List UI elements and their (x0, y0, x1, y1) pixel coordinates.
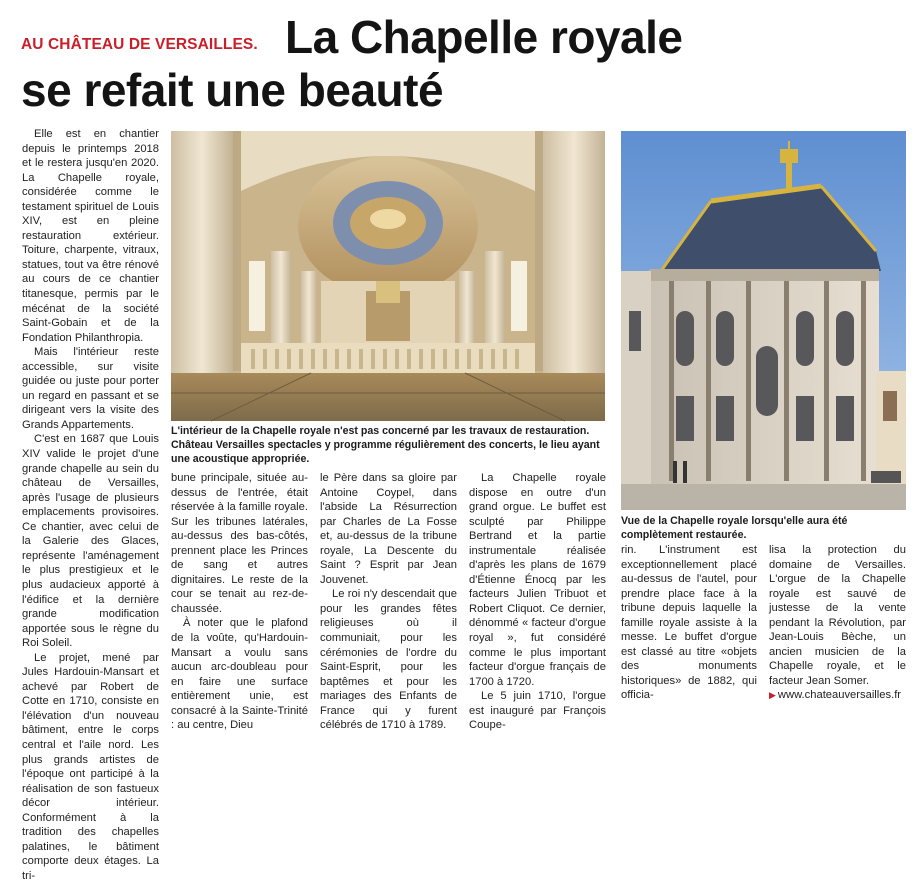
column-6 (769, 543, 906, 702)
column-4-paragraph: Le 5 juin 1710, l'orgue est inauguré par François Coupe- (469, 690, 606, 732)
column-4 (469, 471, 606, 732)
column-5 (621, 543, 757, 702)
triangle-bullet-icon: ▶ (769, 690, 776, 701)
column-4-paragraph: La Chapelle royale dispose en outre d'un grand orgue. Le buffet est sculpté par Philippe Bertrand et la partie instrumentale réalisée d'après les plans de 1679 d'Étienne Énocq par les facteurs Julien Tribuot et Robert Cliquot. Ce dernier, dénommé « facteur d'orgue royal », fut considéré comme le plus important facteur d'orgue français de 1700 à 1720. (469, 472, 606, 688)
column-1 (22, 127, 159, 882)
website-url[interactable]: www.chateauversailles.fr (777, 689, 902, 702)
column-2-paragraph: bune principale, située au-dessus de l'entrée, était réservée à la famille royale. Sur les tribunes latérales, au-dessus des bas-côtés, prennent place les Princes de sang et autres dignitaires. Le reste de la cour se tenait au rez-de-chaussée. (171, 472, 308, 615)
exterior-photo-caption: Vue de la Chapelle royale lorsqu'elle aura été complètement restaurée. (621, 515, 848, 541)
column-5-paragraph: rin. L'instrument est exceptionnellement placé au-dessus de l'autel, pour prendre place face à la tribune depuis laquelle la famille royale assiste à la messe. Le buffet d'orgue est classé au titre «objets des monuments historiques» de 1882, qui officia- (621, 544, 757, 702)
column-3-paragraph: Le roi n'y descendait que pour les grandes fêtes religieuses où il communiait, pour les cérémonies de l'ordre du Saint-Esprit, pour les baptêmes et pour les mariages des Enfants de France qui y furent célébrés de 1710 à 1789. (320, 588, 457, 732)
interior-chapel-photo (171, 131, 605, 421)
article-kicker: AU CHÂTEAU DE VERSAILLES. (21, 36, 258, 53)
column-2-paragraph: À noter que le plafond de la voûte, qu'Hardouin-Mansart a voulu sans aucun arc-doubleau pour en faire une surface entièrement unie, est consacré à la Sainte-Trinité : au centre, Dieu (171, 617, 308, 732)
column-1-paragraph: C'est en 1687 que Louis XIV valide le projet d'une grande chapelle au sein du château de Versailles, après l'usage de plusieurs emplacements provisoires. Ce chantier, avec celui de la Galerie des Glaces, représente l'aménagement le plus prestigieux et le plus audacieux apporté à l'édifice et la dernière grande modification apportée sous le règne du Roi Soleil. (22, 433, 159, 650)
column-1-paragraph: Elle est en chantier depuis le printemps 2018 et le restera jusqu'en 2020. La Chapelle royale, considérée comme le testament spirituel de Louis XIV, est en pleine restauration extérieur. Toiture, charpente, vitraux, statues, tout va être rénové au cours de ce chantier titanesque, permis par le mécénat de la société Saint-Gobain et de la Fondation Philanthropia. (22, 128, 159, 344)
column-1-paragraph: Le projet, mené par Jules Hardouin-Mansart et achevé par Robert de Cotte en 1710, consiste en l'élévation d'un nouveau bâtiment, entre le corps central et l'aile nord. Les plus grands artistes de l'époque ont participé à la réalisation de son fastueux décor intérieur. Conformément à la tradition des chapelles palatines, le bâtiment comporte deux étages. La tri- (22, 651, 159, 882)
website-link[interactable] (769, 688, 906, 703)
article-title-line2: se refait une beauté (21, 64, 444, 116)
column-3 (320, 471, 457, 732)
column-2 (171, 471, 308, 732)
exterior-chapel-photo (621, 131, 906, 510)
column-1-paragraph: Mais l'intérieur reste accessible, sur visite guidée ou juste pour porter un regard en passant et se dirigeant vers la visite des Grands Appartements. (22, 346, 159, 431)
article-title-line1: La Chapelle royale (285, 11, 683, 63)
interior-photo-caption: L'intérieur de la Chapelle royale n'est pas concerné par les travaux de restauration. Château Versailles spectacles y programme régulièrement des concerts, le lieu ayant une acoustique appropriée. (171, 425, 600, 465)
column-6-paragraph: lisa la protection du domaine de Versailles. L'orgue de la Chapelle royale est sauvé de justesse de la vente pendant la Révolution, par Jean-Louis Bèche, un ancien musicien de la Chapelle royale, et le facteur Jean Somer. (769, 544, 906, 687)
column-3-paragraph: le Père dans sa gloire par Antoine Coypel, dans l'abside La Résurrection par Charles de La Fosse et, au-dessus de la tribune royale, La Descente du Saint ? Esprit par Jean Jouvenet. (320, 472, 457, 586)
